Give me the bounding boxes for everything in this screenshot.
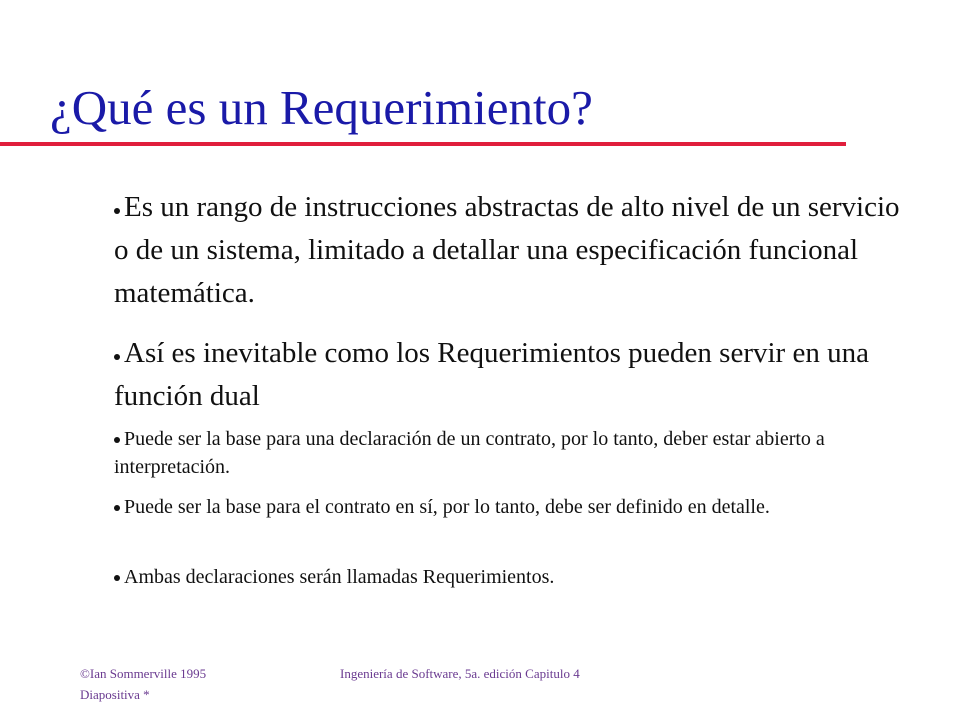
bullet-dot-icon bbox=[114, 505, 120, 511]
title-underline bbox=[0, 142, 846, 146]
footer-slide-label: Diapositiva * bbox=[80, 687, 150, 702]
bullet-item bbox=[114, 332, 904, 418]
bullet-dot-icon bbox=[114, 575, 120, 581]
bullet-text: Así es inevitable como los Requerimientos pueden servir en una función dual bbox=[114, 337, 869, 412]
sub-bullet-item bbox=[114, 563, 909, 591]
bullet-text: Ambas declaraciones serán llamadas Requerimientos. bbox=[124, 566, 555, 588]
footer-book-reference: Ingeniería de Software, 5a. edición Capitulo 4 bbox=[340, 666, 580, 681]
bullet-text: Puede ser la base para una declaración de un contrato, por lo tanto, deber estar abierto a interpretación. bbox=[114, 428, 825, 478]
bullet-dot-icon bbox=[114, 437, 120, 443]
bullet-item bbox=[114, 186, 904, 315]
bullet-text: Es un rango de instrucciones abstractas de alto nivel de un servicio o de un sistema, limitado a detallar una especificación funcional matemática. bbox=[114, 191, 900, 309]
sub-bullet-item bbox=[114, 425, 909, 481]
bullet-text: Puede ser la base para el contrato en sí, por lo tanto, debe ser definido en detalle. bbox=[124, 496, 770, 518]
bullet-dot-icon bbox=[114, 208, 120, 214]
footer-copyright: ©Ian Sommerville 1995 bbox=[80, 666, 207, 681]
bullet-dot-icon bbox=[114, 354, 120, 360]
slide-title: ¿Qué es un Requerimiento? bbox=[50, 80, 593, 135]
sub-bullet-item bbox=[114, 493, 909, 521]
